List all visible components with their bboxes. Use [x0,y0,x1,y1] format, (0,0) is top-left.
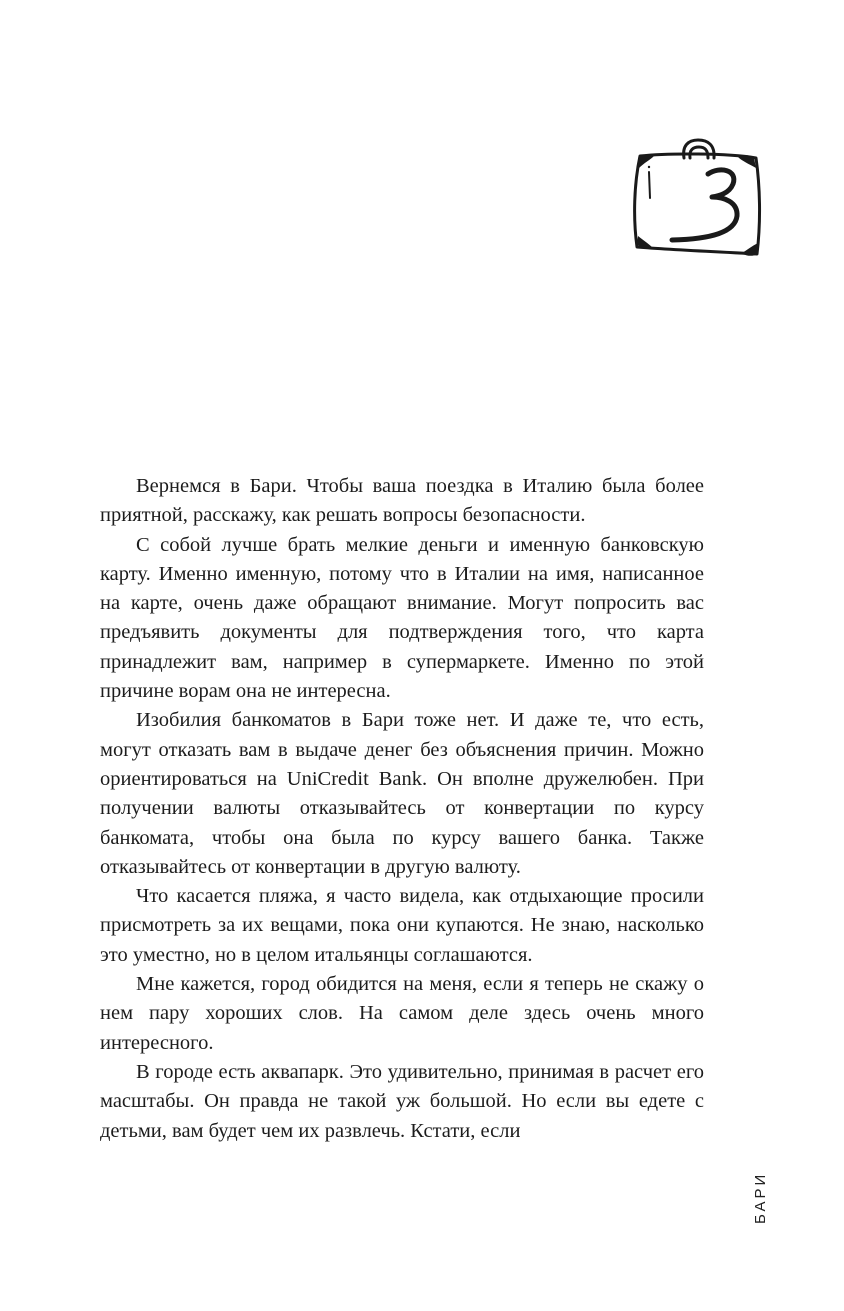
suitcase-icon [628,136,764,264]
paragraph: Изобилия банкоматов в Бари тоже нет. И даже те, что есть, могут отказать вам в выдаче денег без объяснения причин. Можно ориентироваться на UniCredit Bank. Он вполне дружелюбен. При получении валюты отказывайтесь от конвертации по курсу банкомата, чтобы она была по курсу вашего банка. Также отказывайтесь от конвертации в другую валюту. [100,709,704,878]
paragraph: В городе есть аквапарк. Это удивительно, принимая в расчет его масштабы. Он правда не такой уж большой. Но если вы едете с детьми, вам будет чем их развлечь. Кстати, если [100,1060,704,1142]
paragraph: Вернемся в Бари. Чтобы ваша поездка в Италию была более приятной, расскажу, как решать вопросы безопасности. [100,475,704,527]
chapter-number [628,264,629,265]
body-text [100,472,704,1146]
paragraph: Мне кажется, город обидится на меня, если я теперь не скажу о нем пару хороших слов. На самом деле здесь очень много интересного. [100,973,704,1054]
paragraph: С собой лучше брать мелкие деньги и именную банковскую карту. Именно именную, потому что в Италии на имя, написанное на карте, очень даже обращают внимание. Могут попросить вас предъявить документы для подтверждения того, что карта принадлежит вам, например в супермаркете. Именно по этой причине ворам она не интересна. [100,533,704,703]
chapter-number-glyph [672,170,737,240]
chapter-badge [628,136,764,264]
paragraph: Что касается пляжа, я часто видела, как отдыхающие просили присмотреть за их вещами, пока они купаются. Не знаю, насколько это уместно, но в целом итальянцы соглашаются. [100,885,704,966]
running-head: БАРИ [752,1171,769,1225]
